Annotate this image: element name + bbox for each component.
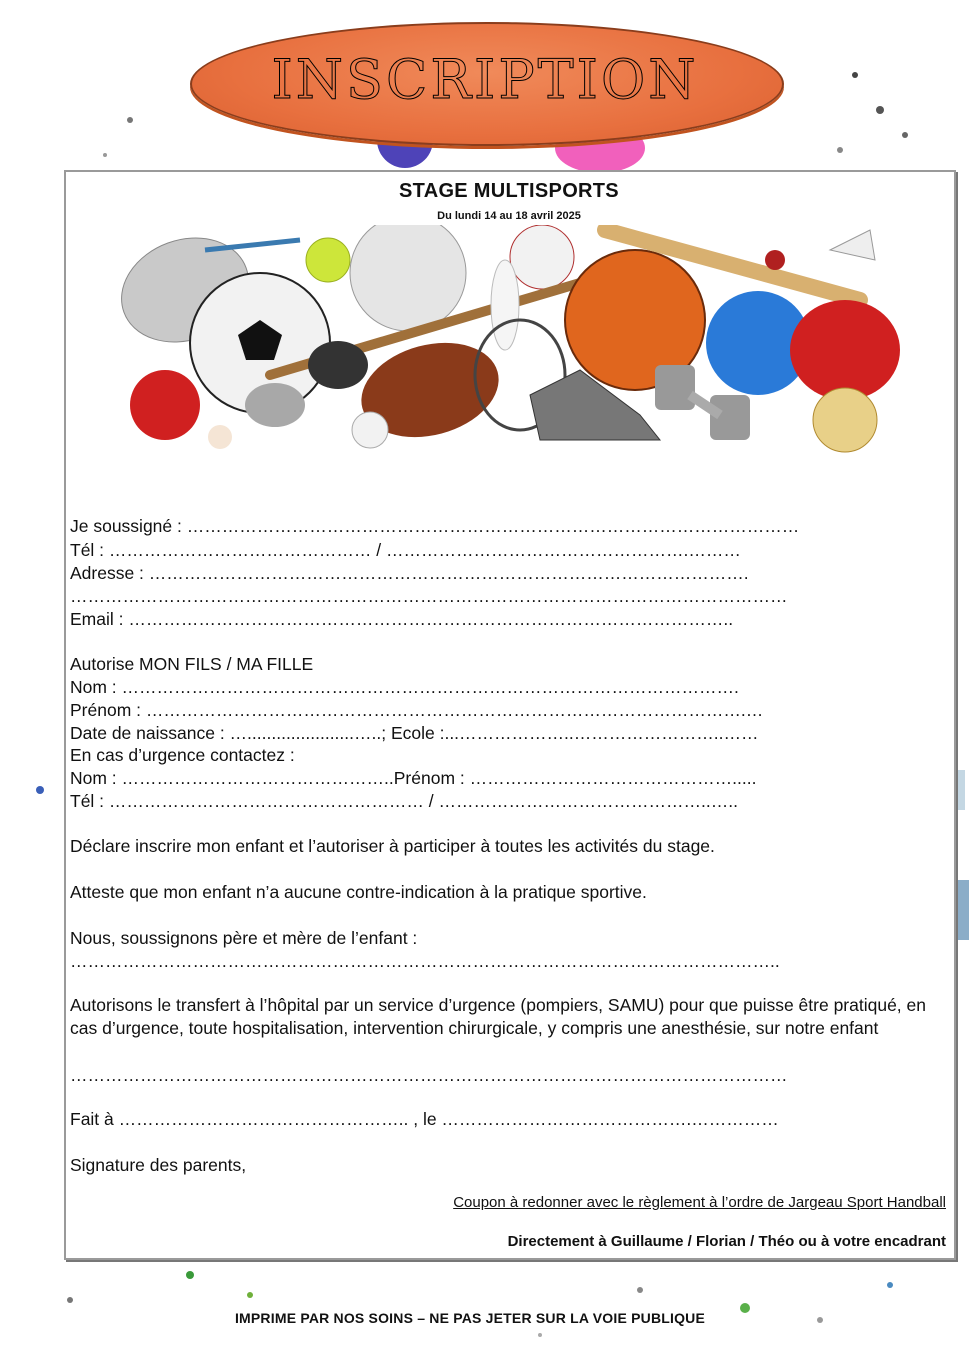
- autorisons-text: Autorisons le transfert à l’hôpital par un service d’urgence (pompiers, SAMU) pour que puisse être pratiqué, en cas d’urgence, toute hospitalisation, intervention chirurgicale, y compris une anesthésie, sur notre enfant: [70, 995, 926, 1038]
- autorisons-line: ……………………………………………………………………………………………………………: [70, 1065, 788, 1085]
- stage-title: STAGE MULTISPORTS: [399, 180, 619, 202]
- prenom-field: Prénom : ………………………………………………………………………………………….…: [70, 700, 764, 720]
- footer-note: IMPRIME PAR NOS SOINS – NE PAS JETER SUR LA VOIE PUBLIQUE: [234, 1310, 706, 1326]
- nous-line: …………………………………………………………………………………………………………..: [70, 951, 780, 971]
- tel-field: Tél : ……………………………………… / …………………………………………….………: [70, 540, 741, 560]
- nous-text: Nous, soussignons père et mère de l’enfant :: [70, 928, 418, 948]
- adresse-field: Adresse : ………………………………………………………………………………………….: [70, 563, 749, 583]
- declare-text: Déclare inscrire mon enfant et l’autoriser à participer à toutes les activités du stage.: [70, 836, 715, 856]
- adresse-line-2: ……………………………………………………………………………………………………………: [70, 586, 788, 606]
- naissance-field: Date de naissance : …......................…..; Ecole :...………………..……………………..……: [70, 723, 759, 743]
- nom-field: Nom : …………………………………………………………………………………………….: [70, 677, 739, 697]
- autorise-label: Autorise MON FILS / MA FILLE: [70, 654, 314, 674]
- coupon-note: Coupon à redonner avec le règlement à l’ordre de Jargeau Sport Handball: [453, 1194, 946, 1211]
- sports-equipment-image: [110, 225, 910, 470]
- email-field: Email : …………………………………………………………………………………………..: [70, 609, 734, 629]
- page-title: INSCRIPTION: [271, 48, 699, 111]
- urgence-label: En cas d’urgence contactez :: [70, 745, 295, 765]
- signature-label: Signature des parents,: [70, 1155, 247, 1175]
- stage-dates: Du lundi 14 au 18 avril 2025: [437, 210, 581, 222]
- direct-note: Directement à Guillaume / Florian / Théo ou à votre encadrant: [507, 1233, 946, 1250]
- urgence-tel-field: Tél : ……………………………………………… / ………………………………………..…..: [70, 791, 738, 811]
- urgence-nom-field: Nom : ………………………………………..Prénom : ……………………………………….....: [70, 768, 757, 788]
- fait-field: Fait à ………………………………………….. , le …………………………………….……………: [70, 1109, 779, 1129]
- atteste-text: Atteste que mon enfant n’a aucune contre-indication à la pratique sportive.: [70, 882, 647, 902]
- soussigne-field: Je soussigné : ……………………………………………………………………………………………: [70, 516, 800, 536]
